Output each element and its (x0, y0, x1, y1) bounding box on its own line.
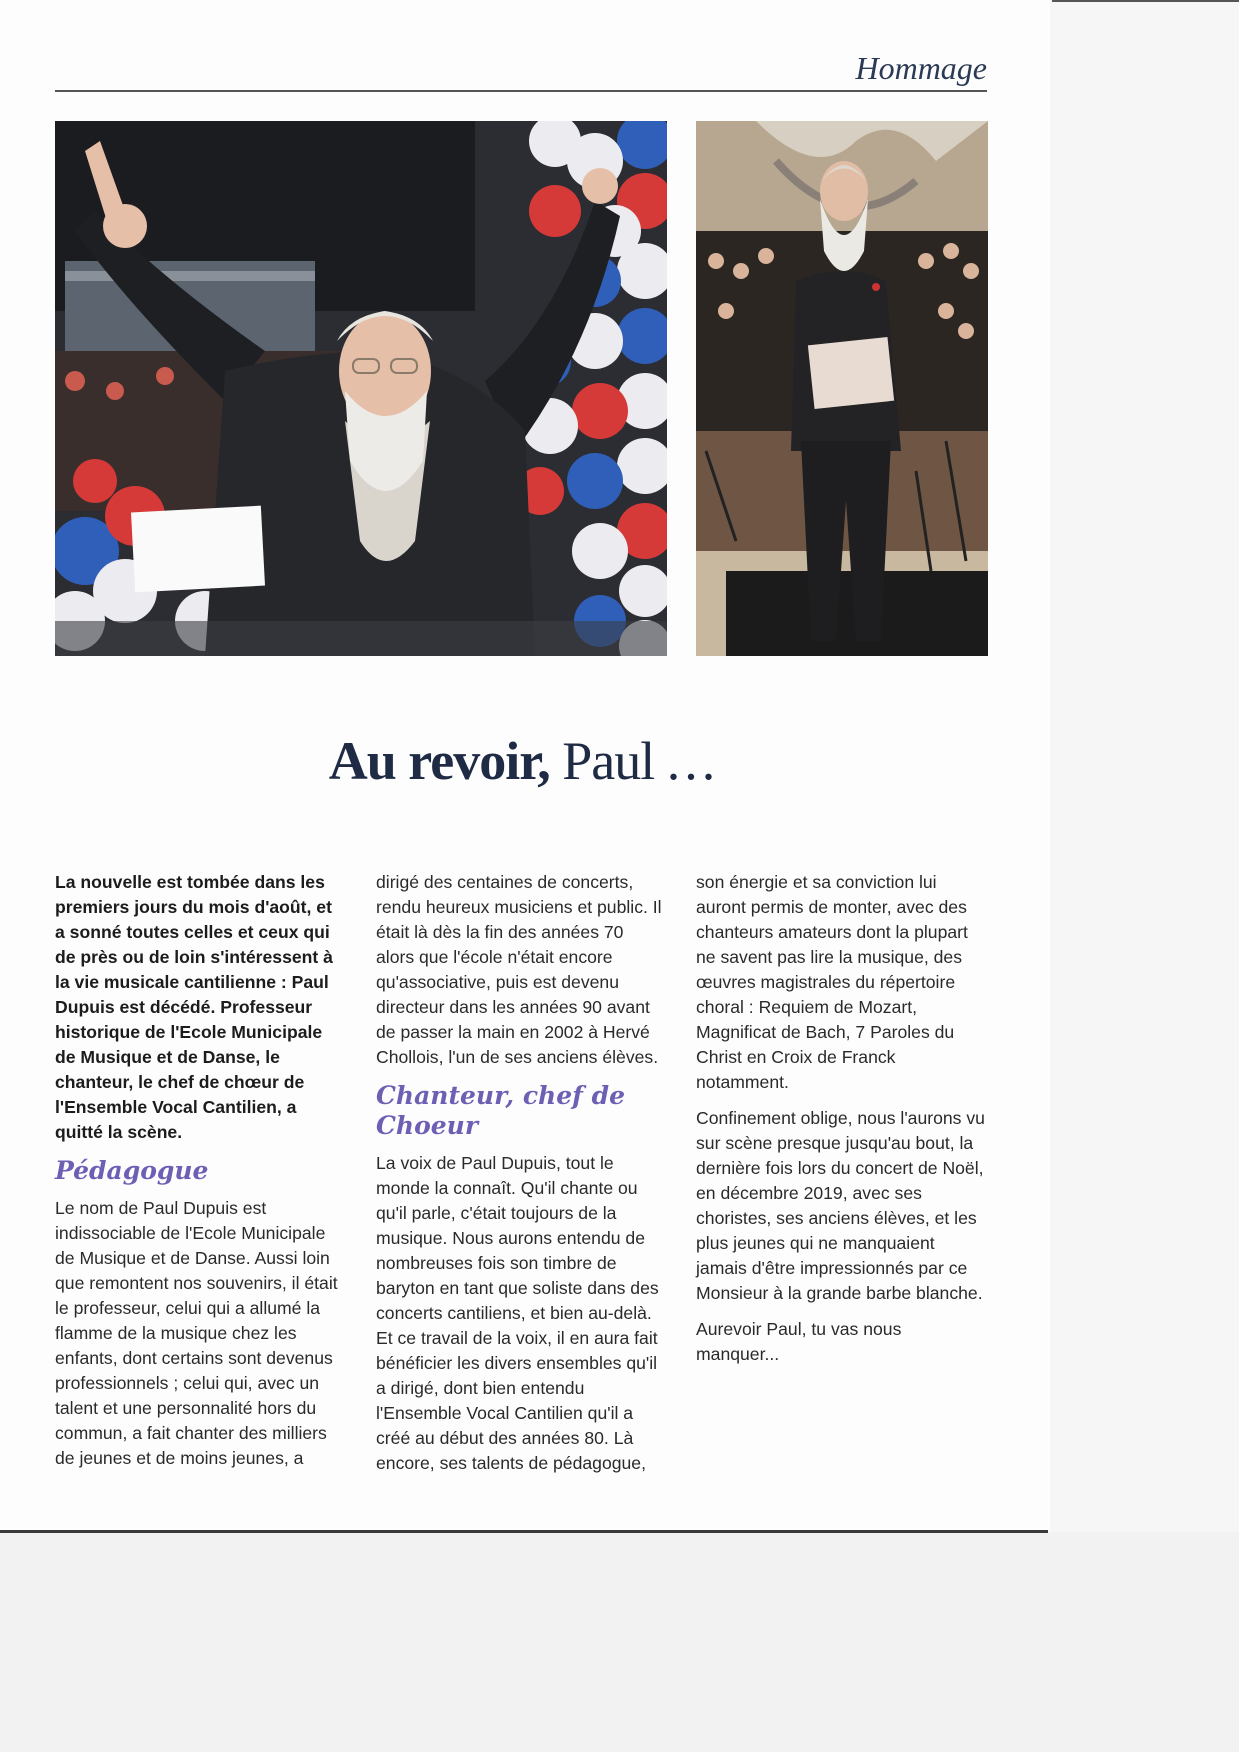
text-column-2 (376, 870, 666, 1487)
section-label: Hommage (855, 50, 987, 86)
page-title (0, 730, 1048, 792)
conductor-on-stage-photo-icon (696, 121, 988, 656)
paragraph: son énergie et sa conviction lui auront permis de monter, avec des chanteurs amateurs dont la plupart ne savent pas lire la musique, des œuvres magistrales du répertoire choral : Requiem de Mozart, Magnificat de Bach, 7 Paroles du Christ en Croix de Franck notamment. (696, 872, 968, 1092)
header-rule (55, 90, 987, 92)
closing-paragraph: Aurevoir Paul, tu vas nous manquer... (696, 1319, 902, 1364)
conductor-with-balloons-photo-icon (55, 121, 667, 656)
page-margin (1050, 0, 1239, 1752)
paragraph: La voix de Paul Dupuis, tout le monde la connaît. Qu'il chante ou qu'il parle, c'était toujours de la musique. Nous aurons entendu de nombreuses fois son timbre de baryton en tant que soliste dans des concerts cantiliens, et bien au-delà. Et ce travail de la voix, il en aura fait bénéficier les divers ensembles qu'il a dirigé, dont bien entendu l'Ensemble Vocal Cantilien qu'il a créé au début des années 80. Là encore, ses talents de pédagogue, (376, 1153, 659, 1473)
subheading-chanteur: Chanteur, chef de Choeur (376, 1081, 625, 1140)
paragraph: Le nom de Paul Dupuis est indissociable de l'Ecole Municipale de Musique et de Danse. Aussi loin que remontent nos souvenirs, il était le professeur, celui qui a allumé la flamme de la musique chez les enfants, dont certains sont devenus professionnels ; celui qui, avec un talent et une personnalité hors du commun, a fait chanter des milliers de jeunes et de moins jeunes, a (55, 1198, 338, 1468)
scan-background (0, 1532, 1239, 1752)
page-bottom-edge (0, 1530, 1048, 1533)
subheading-pedagogue: Pédagogue (55, 1156, 209, 1185)
text-column-3 (696, 870, 986, 1378)
text-column-1 (55, 870, 345, 1482)
paragraph: Confinement oblige, nous l'aurons vu sur scène presque jusqu'au bout, la dernière fois lors du concert de Noël, en décembre 2019, avec ses choristes, ses anciens élèves, et les plus jeunes qui ne manquaient jamais d'être impressionnés par ce Monsieur à la grande barbe blanche. (696, 1108, 985, 1303)
title-bold-part: Au revoir, (328, 731, 550, 791)
title-ellipsis: ... (666, 731, 720, 791)
page-corner-line (1052, 0, 1239, 2)
photo-conductor-stage (696, 121, 988, 656)
photo-conductor-balloons (55, 121, 667, 656)
lead-paragraph: La nouvelle est tombée dans les premiers jours du mois d'août, et a sonné toutes celles et ceux qui de près ou de loin s'intéressent à la vie musicale cantilienne : Paul Dupuis est décédé. Professeur historique de l'Ecole Municipale de Musique et de Danse, le chanteur, le chef de chœur de l'Ensemble Vocal Cantilien, a quitté la scène. (55, 872, 333, 1142)
title-name-part: Paul (562, 731, 655, 791)
paragraph: dirigé des centaines de concerts, rendu heureux musiciens et public. Il était là dès la fin des années 70 alors que l'école n'était encore qu'associative, puis est devenu directeur dans les années 90 avant de passer la main en 2002 à Hervé Chollois, l'un de ses anciens élèves. (376, 872, 662, 1067)
